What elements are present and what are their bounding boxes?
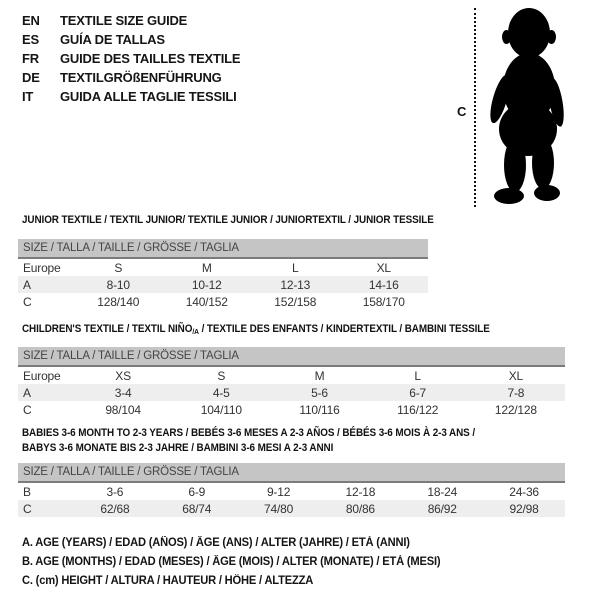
table-cell: 68/74 (182, 501, 212, 516)
table-cell: 122/128 (494, 402, 537, 417)
junior-section-title: JUNIOR TEXTILE / TEXTIL JUNIOR/ TEXTILE JUNIOR / JUNIORTEXTIL / JUNIOR TESSILE (22, 214, 434, 226)
row-label: Europe (23, 368, 61, 383)
table-row (18, 367, 565, 384)
language-code: ES (22, 32, 39, 47)
table-cell: 152/158 (274, 294, 317, 309)
row-label: Europe (23, 260, 61, 275)
table-row (18, 293, 428, 310)
language-code: EN (22, 13, 40, 28)
junior-table (18, 239, 428, 310)
junior-size-header-bar: SIZE / TALLA / TAILLE / GRÖSSE / TAGLIA (18, 239, 428, 259)
table-cell: 104/110 (200, 402, 242, 417)
table-row (18, 259, 428, 276)
table-cell: 74/80 (264, 501, 294, 516)
table-cell: 8-10 (106, 277, 130, 292)
table-cell: 12-18 (345, 484, 376, 499)
language-code: FR (22, 51, 39, 66)
babies-section-title-line1: BABIES 3-6 MONTH TO 2-3 YEARS / BEBÉS 3-6 MESES A 2-3 AÑOS / BÉBÉS 3-6 MOIS À 2-3 ANS / (22, 427, 475, 439)
table-cell: 5-6 (311, 385, 328, 400)
children-title-suffix: / TEXTILE DES ENFANTS / KINDERTEXTIL / BAMBINI TESSILE (198, 323, 490, 335)
language-title: TEXTILE SIZE GUIDE (60, 13, 188, 28)
table-cell: 18-24 (427, 484, 458, 499)
table-cell: XL (376, 260, 391, 275)
row-label: B (23, 484, 31, 499)
children-title-prefix: CHILDREN'S TEXTILE / TEXTIL NIÑO (22, 323, 193, 335)
babies-section-title-line2: BABYS 3-6 MONATE BIS 2-3 JAHRE / BAMBINI 3-6 MESI A 2-3 ANNI (22, 442, 334, 454)
note-a-age-years: A. AGE (YEARS) / EDAD (AÑOS) / ÂGE (ANS) / ALTER (JAHRE) / ETÀ (ANNI) (22, 537, 410, 549)
language-code: IT (22, 89, 34, 104)
language-title: TEXTILGRÖßENFÜHRUNG (60, 70, 222, 85)
language-title: GUIDA ALLE TAGLIE TESSILI (60, 89, 237, 104)
table-row (18, 384, 565, 401)
baby-silhouette-icon (486, 6, 570, 208)
table-cell: M (201, 260, 212, 275)
table-cell: 9-12 (266, 484, 291, 499)
table-cell: 3-6 (106, 484, 124, 499)
language-row-it (22, 87, 240, 106)
table-cell: 110/116 (299, 402, 340, 417)
table-cell: L (292, 260, 299, 275)
table-row (18, 500, 565, 517)
row-label: C (23, 501, 32, 516)
table-cell: 14-16 (368, 277, 399, 292)
table-cell: 7-8 (507, 385, 525, 400)
note-c-height-cm: C. (cm) HEIGHT / ALTURA / HAUTEUR / HÖHE / ALTEZZA (22, 575, 314, 587)
table-row (18, 401, 565, 418)
babies-size-table (18, 483, 565, 517)
table-cell: 86/92 (427, 501, 457, 516)
table-cell: M (314, 368, 325, 383)
children-section-title (22, 322, 490, 336)
row-label: A (23, 385, 31, 400)
language-title: GUIDE DES TAILLES TEXTILE (60, 51, 241, 66)
language-row-de (22, 68, 240, 87)
table-cell: 92/98 (509, 501, 539, 516)
height-measure-label: C (457, 104, 467, 119)
table-cell: XS (115, 368, 131, 383)
table-cell: 24-36 (509, 484, 539, 499)
table-row (18, 276, 428, 293)
table-cell: 6-7 (409, 385, 427, 400)
table-cell: 158/170 (362, 294, 405, 309)
table-cell: 62/68 (100, 501, 130, 516)
table-cell: 98/104 (105, 402, 141, 417)
children-size-table (18, 367, 565, 418)
table-cell: S (114, 260, 123, 275)
babies-table (18, 463, 565, 517)
table-row (18, 483, 565, 500)
table-cell: L (414, 368, 421, 383)
table-cell: S (217, 368, 226, 383)
table-cell: 10-12 (191, 277, 222, 292)
row-label: C (23, 402, 32, 417)
table-cell: 6-9 (188, 484, 206, 499)
table-cell: 140/152 (185, 294, 228, 309)
table-cell: 80/86 (345, 501, 375, 516)
table-cell: 4-5 (212, 385, 230, 400)
language-list (22, 11, 240, 106)
table-cell: 116/122 (397, 402, 439, 417)
children-table (18, 347, 565, 418)
legend-notes (22, 534, 453, 591)
height-dotted-line (474, 8, 476, 207)
language-code: DE (22, 70, 40, 85)
table-cell: 3-4 (114, 385, 132, 400)
language-title: GUÍA DE TALLAS (60, 32, 165, 47)
children-size-header-bar: SIZE / TALLA / TAILLE / GRÖSSE / TAGLIA (18, 347, 565, 367)
junior-size-table (18, 259, 428, 310)
row-label: C (23, 294, 32, 309)
babies-size-header-bar: SIZE / TALLA / TAILLE / GRÖSSE / TAGLIA (18, 463, 565, 483)
row-label: A (23, 277, 31, 292)
table-cell: 12-13 (280, 277, 311, 292)
language-row-fr (22, 49, 240, 68)
table-cell: XL (508, 368, 524, 383)
language-row-en (22, 11, 240, 30)
table-cell: 128/140 (97, 294, 140, 309)
note-b-age-months: B. AGE (MONTHS) / EDAD (MESES) / ÂGE (MOIS) / ALTER (MONATE) / ETÀ (MESI) (22, 556, 441, 568)
language-row-es (22, 30, 240, 49)
children-title-subscript: /A (192, 327, 199, 336)
